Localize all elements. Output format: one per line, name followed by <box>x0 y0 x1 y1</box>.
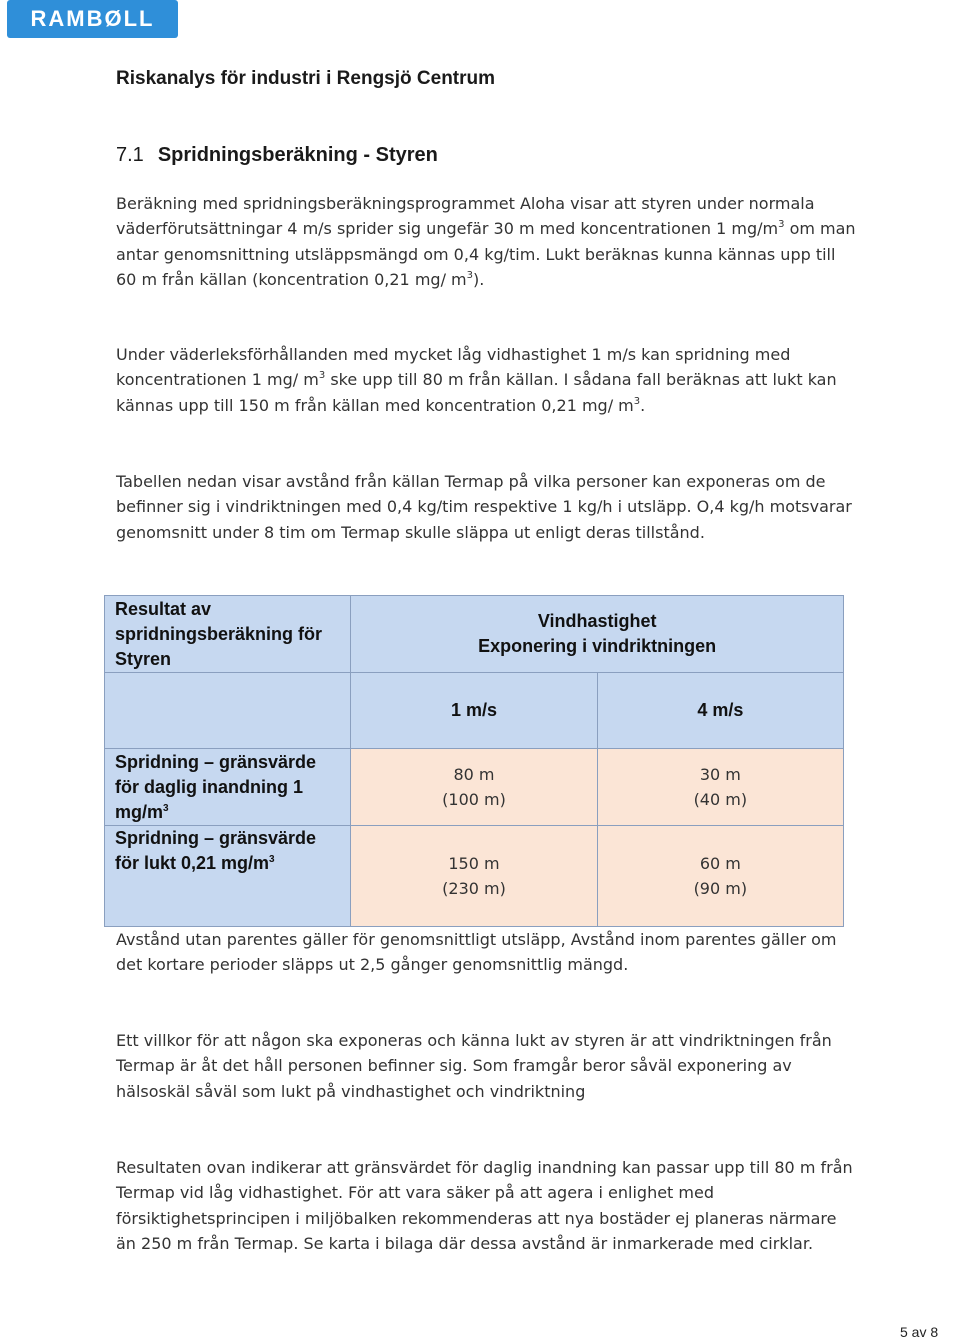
section-title: Spridningsberäkning - Styren <box>157 144 438 166</box>
paragraph-condition: Ett villkor för att någon ska exponeras och känna lukt av styren är att vindriktningen från Termap är åt det håll personen befinner sig. Som framgår beror såväl exponering av hälsoskäl såväl som lukt på vindhastighet och vindriktning <box>116 1031 832 1101</box>
table-note: Avstånd utan parentes gäller för genomsnittligt utsläpp, Avstånd inom parentes gäller om det kortare perioder släpps ut 2,5 gånger genomsnittlig mängd. <box>116 930 837 975</box>
text: Under väderleksförhållanden med mycket låg vidhastighet 1 m/s kan spridning med koncentrationen 1 mg/ m <box>116 345 791 390</box>
cell-daily-4ms: 30 m (40 m) <box>597 749 843 826</box>
cell-odor-4ms: 60 m (90 m) <box>597 826 843 927</box>
table-corner-label: Resultat av spridningsberäkning för Styren <box>105 596 351 673</box>
col-header-4ms: 4 m/s <box>597 673 843 749</box>
paragraph-aloha <box>116 191 856 292</box>
page-number: 5 av 8 <box>900 1324 939 1340</box>
superscript: 3 <box>633 395 641 407</box>
section-number: 7.1 <box>116 144 144 166</box>
cell-odor-1ms: 150 m (230 m) <box>351 826 597 927</box>
row-label-daily: Spridning – gränsvärde för daglig inandning 1 $mg/m^3$ <box>105 749 351 826</box>
superscript: 3 <box>466 269 473 281</box>
text: om man antar genomsnittning utsläppsmängd om 0,4 kg/tim. Lukt beräknas kunna kännas upp till 60 m från källan (koncentration 0,21 mg/ m <box>116 219 856 289</box>
superscript: 3 <box>778 219 785 231</box>
table-header-group <box>351 596 844 673</box>
document-title: Riskanalys för industri i Rengsjö Centrum <box>116 68 496 89</box>
table-empty-cell <box>105 673 351 749</box>
text: ske upp till 80 m från källan. I sådana fall beräknas att lukt kan kännas upp till 150 m från källan med koncentration 0,21 mg/ m <box>116 370 837 415</box>
ramboll-logo: RAMBØLL <box>7 0 178 38</box>
superscript: 3 <box>163 802 169 814</box>
header-line-1: Vindhastighet <box>537 611 657 631</box>
text: . <box>640 395 646 415</box>
paragraph-table-intro: Tabellen nedan visar avstånd från källan Termap på vilka personer kan exponeras om de befinner sig i vindriktningen med 0,4 kg/tim respektive 1 kg/h i utsläpp. O,4 kg/h motsvarar genomsnitt under 8 tim om Termap skulle släppa ut enligt deras tillstånd. <box>116 472 852 542</box>
paragraph-conclusion: Resultaten ovan indikerar att gränsvärdet för daglig inandning kan passar upp till 80 m från Termap vid låg vidhastighet. För att vara säker på att agera i enlighet med försiktighetsprincipen i miljöbalken rekommenderas att nya bostäder ej planeras närmare än 250 m från Termap. Se karta i bilaga där dessa avstånd är inmarkerade med cirklar. <box>116 1158 853 1253</box>
col-header-1ms: 1 m/s <box>351 673 597 749</box>
row-label-odor: Spridning – gränsvärde för lukt 0,21 $mg/m^3$ <box>105 826 351 927</box>
superscript: 3 <box>318 370 326 382</box>
header-line-2: Exponering i vindriktningen <box>478 636 717 656</box>
section-heading <box>116 144 438 167</box>
superscript: 3 <box>269 854 275 865</box>
text: ). <box>473 269 485 289</box>
cell-daily-1ms: 80 m (100 m) <box>351 749 597 826</box>
paragraph-low-wind <box>116 342 856 418</box>
text: Beräkning med spridningsberäkningsprogrammet Aloha visar att styren under normala väderförutsättningar 4 m/s sprider sig ungefär 30 m med koncentrationen 1 mg/m <box>116 194 815 239</box>
result-table <box>104 595 844 927</box>
